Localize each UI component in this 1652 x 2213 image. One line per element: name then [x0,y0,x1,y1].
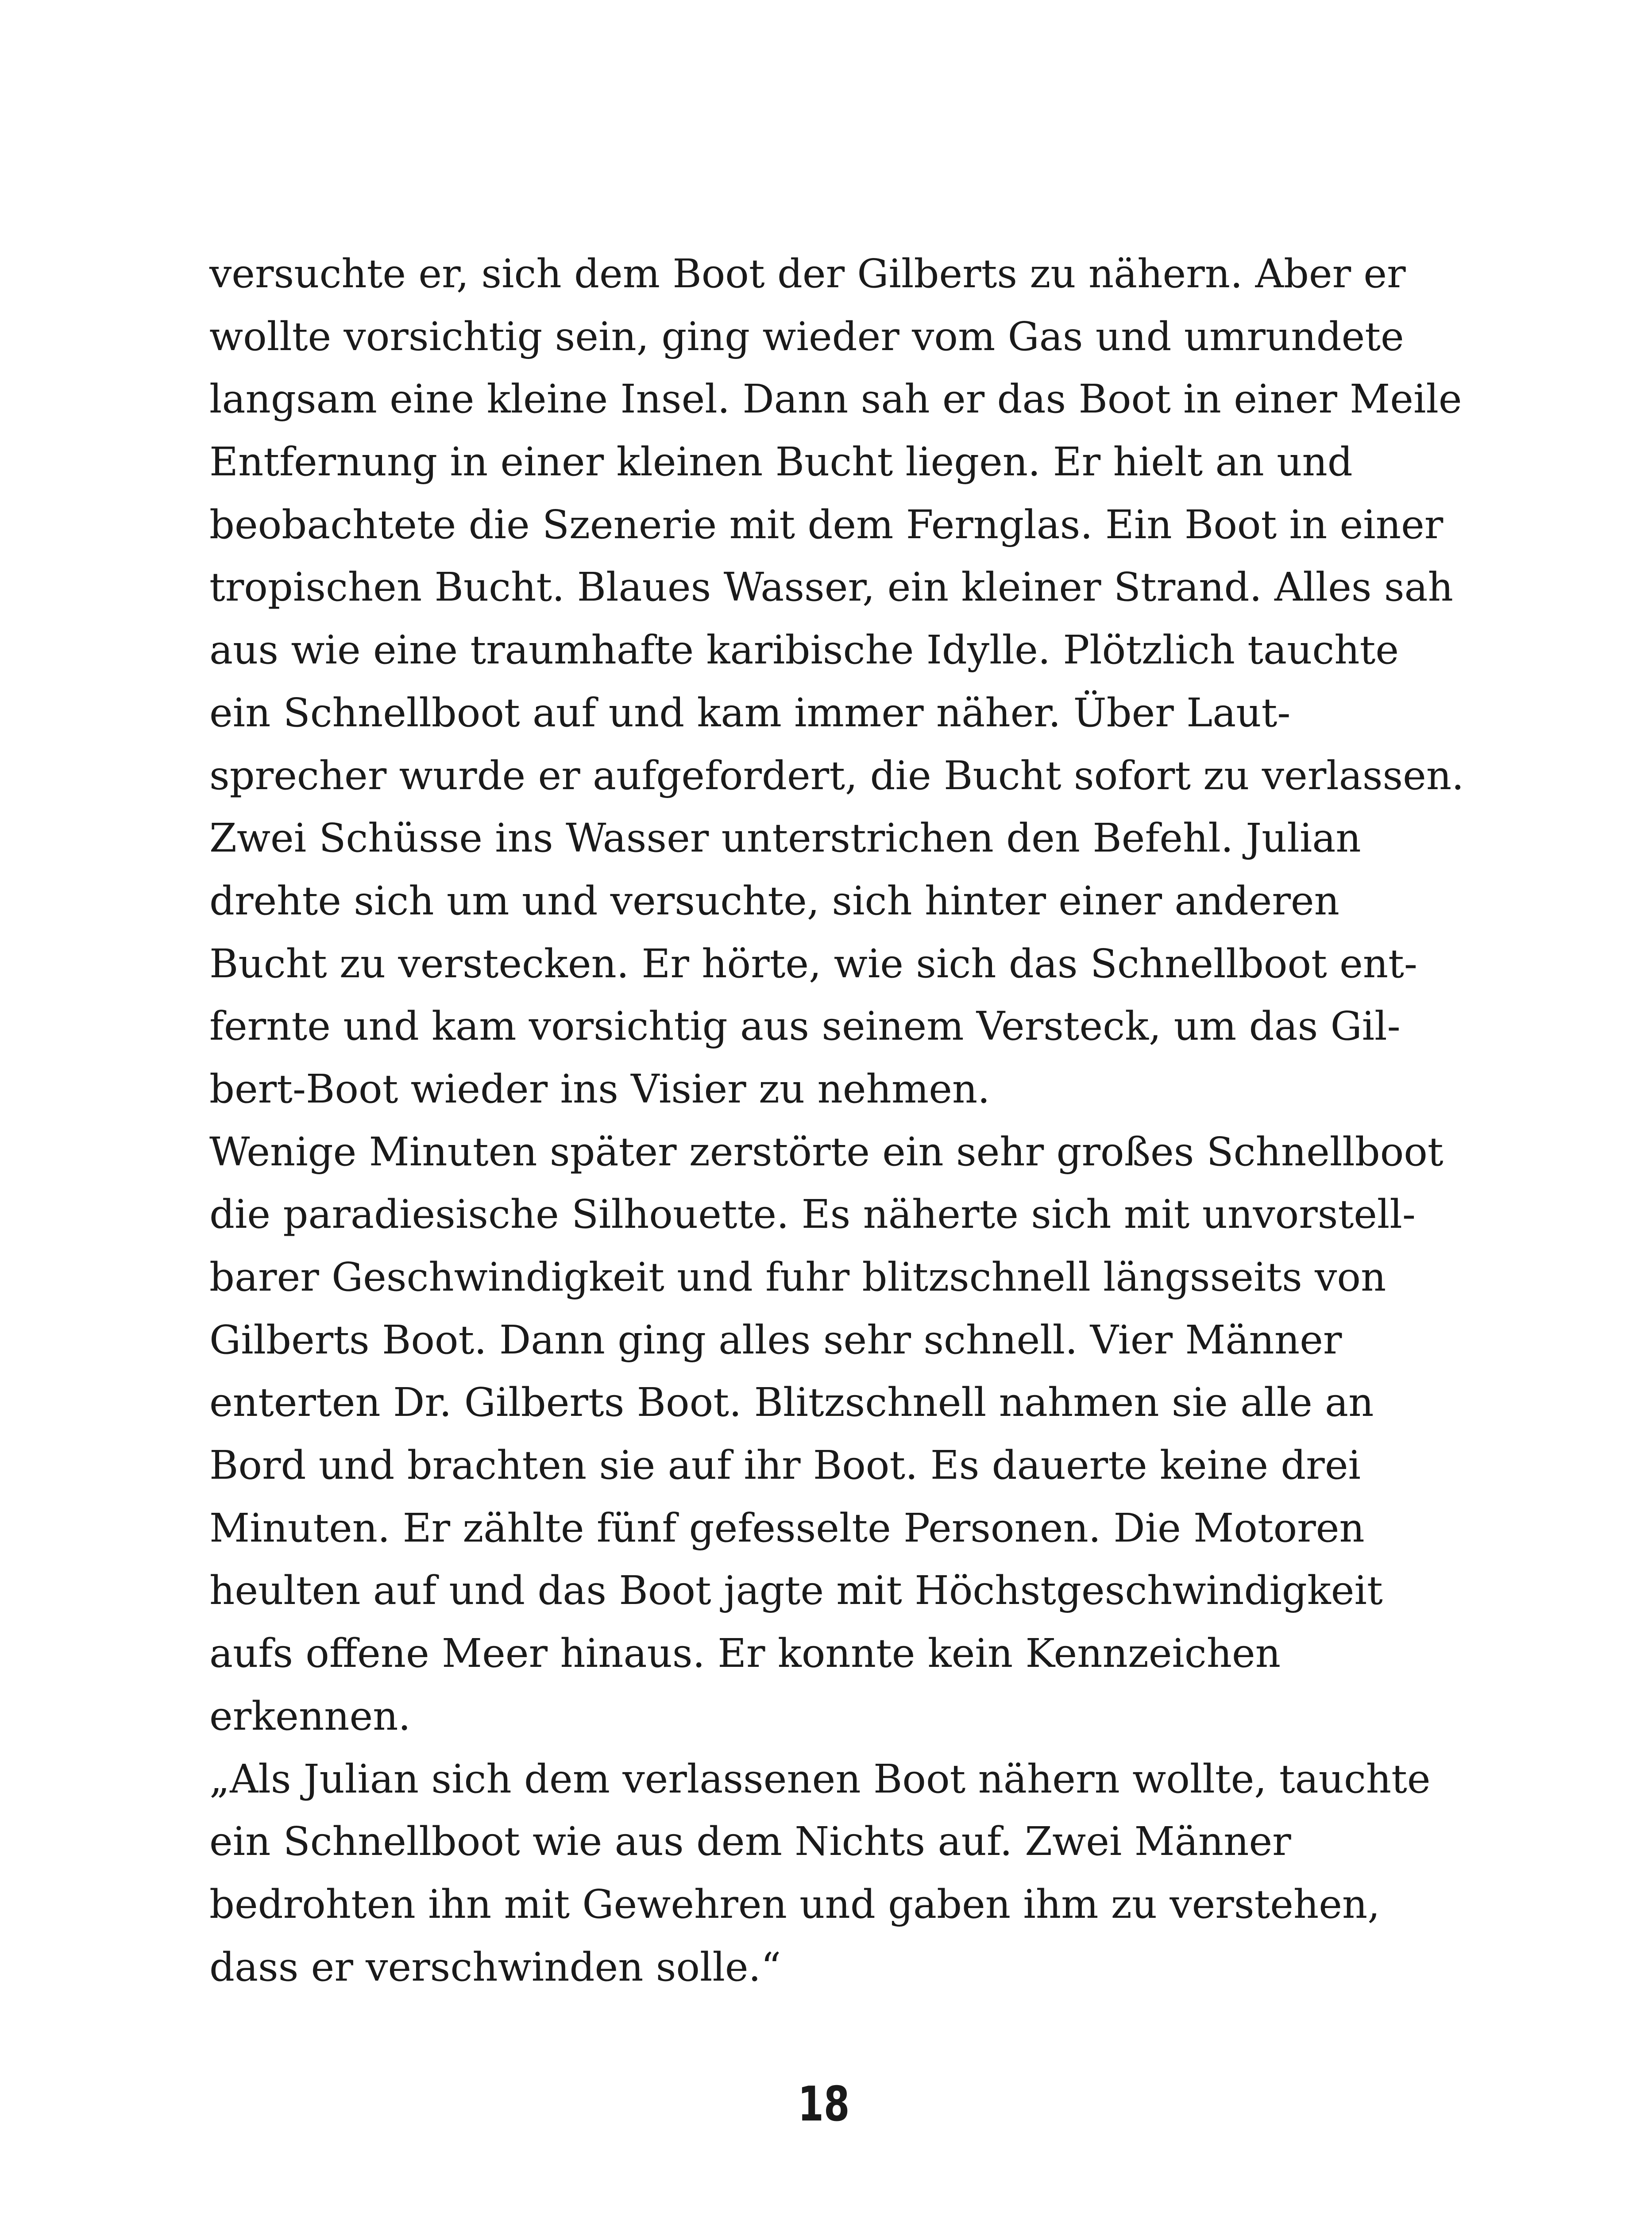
text-line: Minuten. Er zählte fünf gefesselte Personen. Die Motoren [209,1504,1365,1551]
text-line: versuchte er, sich dem Boot der Gilberts zu nähern. Aber er [209,251,1406,297]
text-line: ein Schnellboot wie aus dem Nichts auf. Zwei Männer [209,1818,1291,1865]
text-line: Gilberts Boot. Dann ging alles sehr schnell. Vier Männer [209,1316,1342,1363]
body-text [209,243,1464,1998]
text-line: heulten auf und das Boot jagte mit Höchstgeschwindigkeit [209,1567,1383,1614]
text-line: drehte sich um und versuchte, sich hinter einer anderen [209,877,1339,924]
text-line: enterten Dr. Gilberts Boot. Blitzschnell nahmen sie alle an [209,1379,1374,1426]
text-line: Bord und brachten sie auf ihr Boot. Es dauerte keine drei [209,1442,1361,1488]
text-line: erkennen. [209,1693,411,1739]
text-line: „Als Julian sich dem verlassenen Boot nähern wollte, tauchte [209,1755,1431,1802]
text-line: tropischen Bucht. Blaues Wasser, ein kleiner Strand. Alles sah [209,564,1453,610]
text-line: langsam eine kleine Insel. Dann sah er das Boot in einer Meile [209,376,1462,422]
text-line: aus wie eine traumhafte karibische Idylle. Plötzlich tauchte [209,627,1399,673]
text-line: die paradiesische Silhouette. Es näherte sich mit unvorstell- [209,1191,1416,1238]
text-line: bert-Boot wieder ins Visier zu nehmen. [209,1065,990,1112]
text-line: Entfernung in einer kleinen Bucht liegen. Er hielt an und [209,439,1353,485]
text-line: Zwei Schüsse ins Wasser unterstrichen den Befehl. Julian [209,815,1361,861]
text-line: wollte vorsichtig sein, ging wieder vom Gas und umrundete [209,313,1404,359]
text-line: dass er verschwinden solle.“ [209,1943,781,1990]
text-line: Bucht zu verstecken. Er hörte, wie sich das Schnellboot ent- [209,940,1417,987]
text-line: beobachtete die Szenerie mit dem Fernglas. Ein Boot in einer [209,501,1444,547]
text-line: fernte und kam vorsichtig aus seinem Versteck, um das Gil- [209,1003,1401,1049]
page-number: 18 [798,2077,850,2132]
text-line: bedrohten ihn mit Gewehren und gaben ihm zu verstehen, [209,1881,1380,1927]
text-line: aufs offene Meer hinaus. Er konnte kein Kennzeichen [209,1630,1281,1677]
text-line: sprecher wurde er aufgefordert, die Bucht sofort zu verlassen. [209,752,1464,798]
text-line: Wenige Minuten später zerstörte ein sehr großes Schnellboot [209,1128,1444,1175]
text-line: barer Geschwindigkeit und fuhr blitzschnell längsseits von [209,1254,1386,1300]
text-line: ein Schnellboot auf und kam immer näher. Über Laut- [209,689,1291,736]
